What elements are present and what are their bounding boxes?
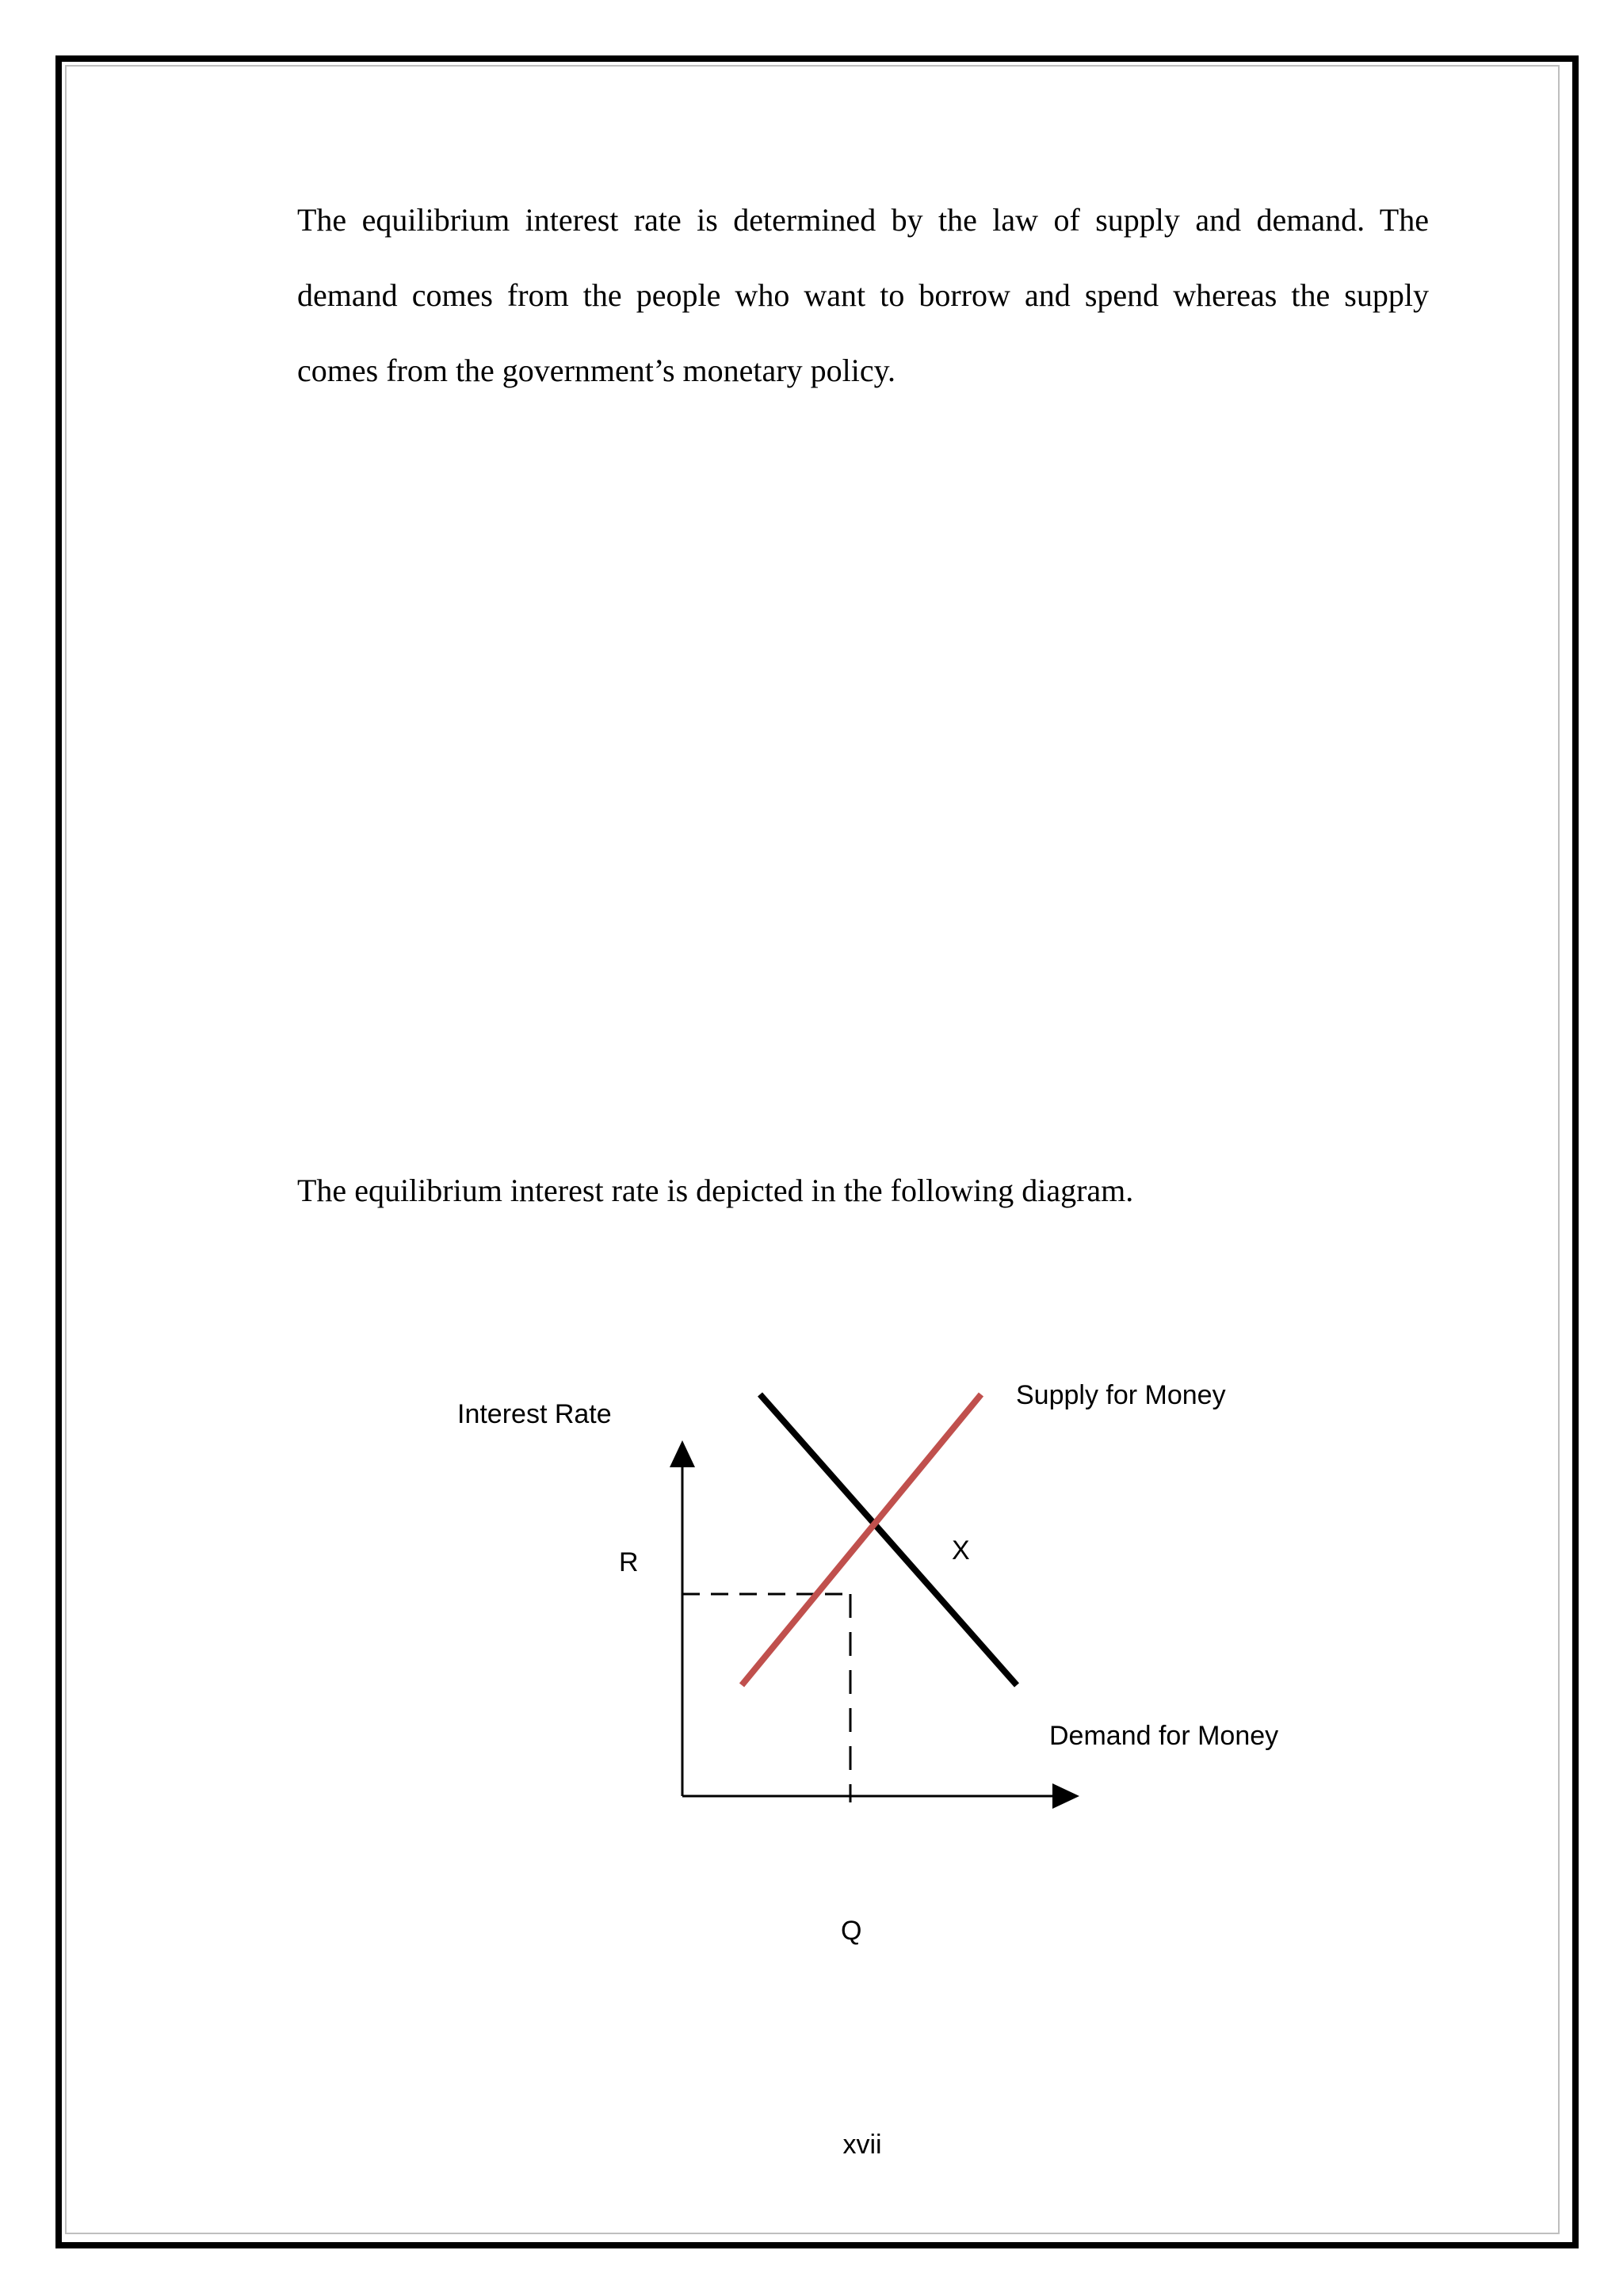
body-paragraph: The equilibrium interest rate is determined by the law of supply and demand. The demand comes from the people who want to borrow and spend whereas the supply comes from the government’s monetary policy. [297, 202, 1429, 388]
demand-label: Demand for Money [1049, 1721, 1279, 1751]
diagram-intro-paragraph: The equilibrium interest rate is depicted in the following diagram. [297, 1173, 1134, 1208]
y-axis-arrowhead [670, 1440, 695, 1467]
x-axis-arrowhead [1052, 1783, 1079, 1809]
rate-label: R [619, 1547, 639, 1577]
supply-label: Supply for Money [1016, 1380, 1226, 1410]
page-number: xvii [842, 2130, 882, 2160]
supply-line [742, 1394, 981, 1685]
quantity-label: Q [841, 1916, 862, 1946]
equilibrium-label: X [952, 1535, 970, 1566]
demand-line [760, 1394, 1017, 1685]
y-axis-label: Interest Rate [457, 1399, 612, 1429]
